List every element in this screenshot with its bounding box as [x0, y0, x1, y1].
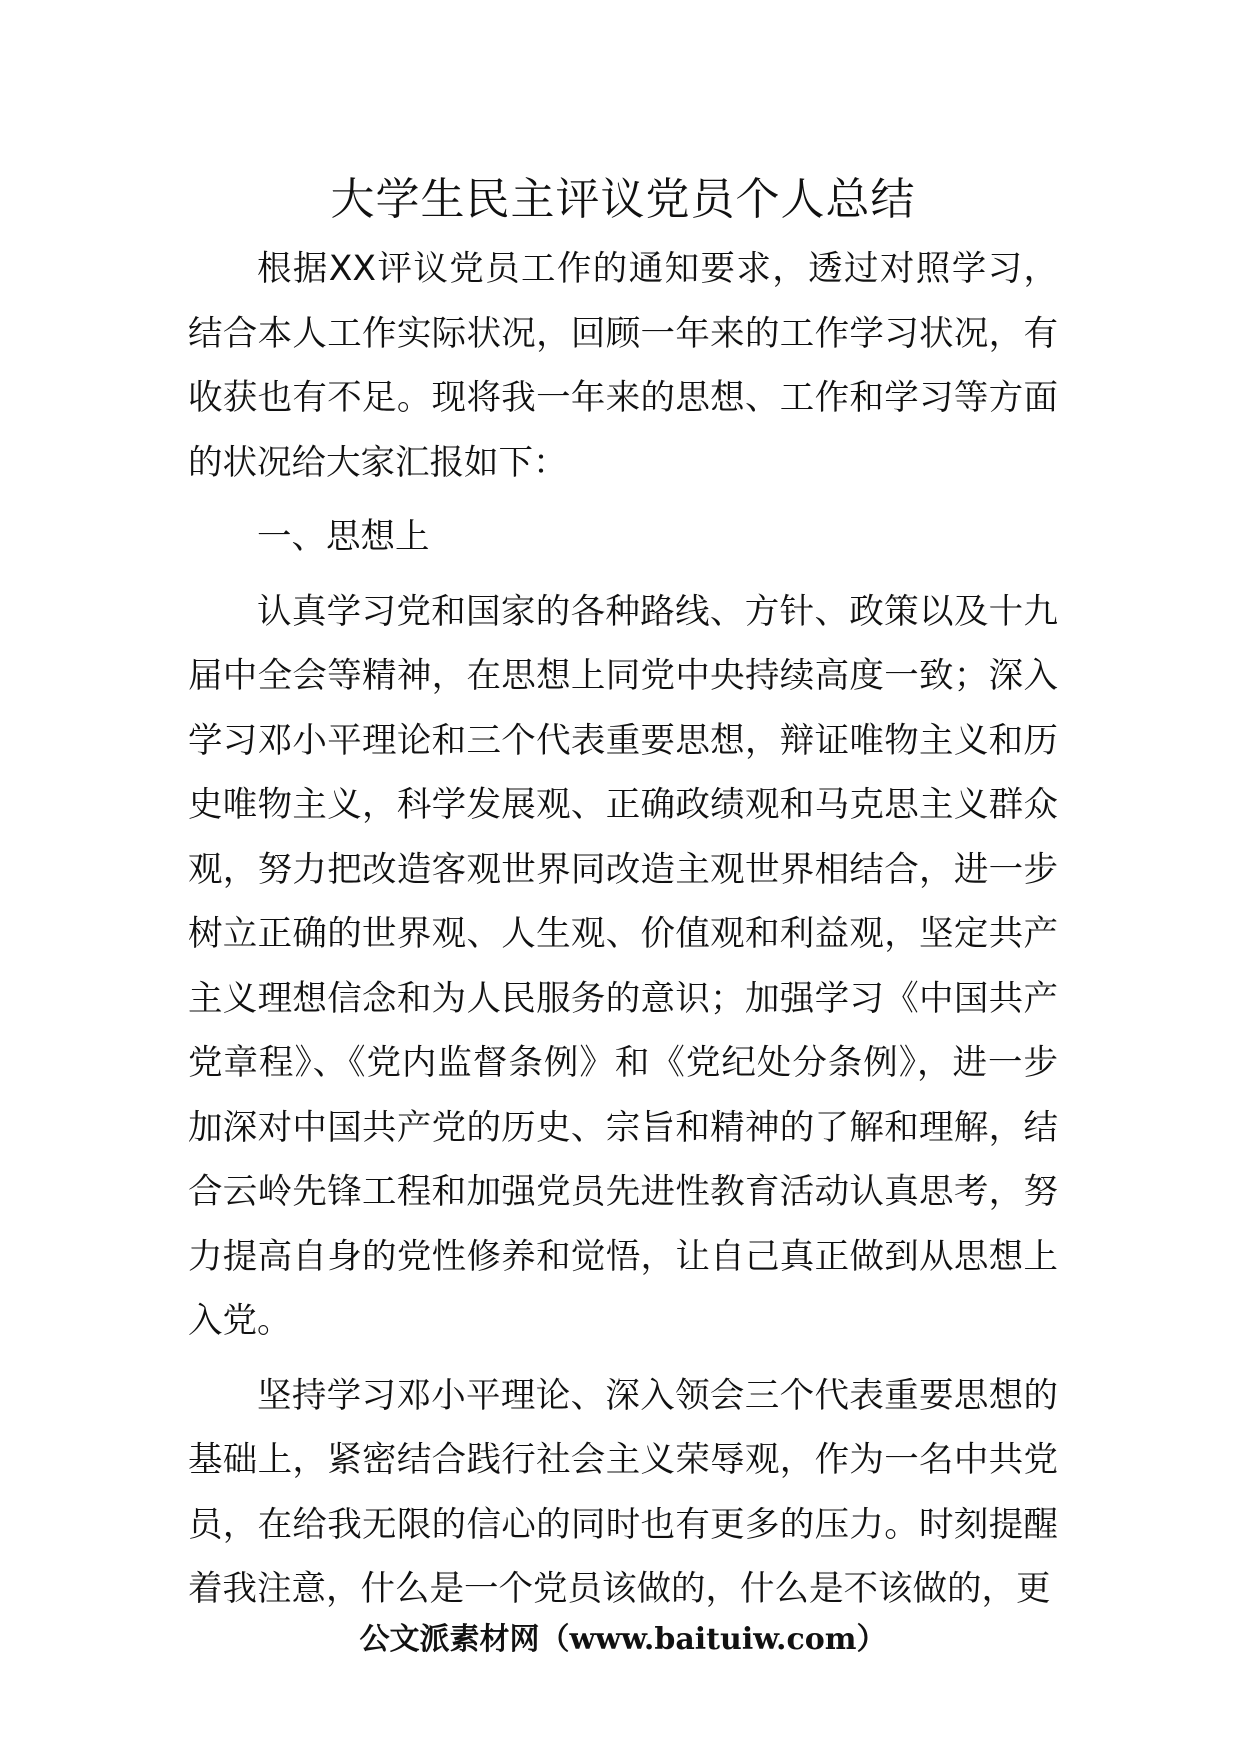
document-body [188, 237, 1058, 1622]
document-title: 大学生民主评议党员个人总结 [330, 174, 916, 225]
paragraph-intro: 根据XX评议党员工作的通知要求，透过对照学习，结合本人工作实际状况，回顾一年来的工作学习状况，有收获也有不足。现将我一年来的思想、工作和学习等方面的状况给大家汇报如下： [188, 249, 1058, 483]
paragraph-persist-study: 坚持学习邓小平理论、深入领会三个代表重要思想的基础上，紧密结合践行社会主义荣辱观，作为一名中共党员，在给我无限的信心的同时也有更多的压力。时刻提醒着我注意，什么是一个党员该做的，什么是不该做的，更 [188, 1375, 1058, 1609]
footer-watermark-text: 公文派素材网（www.baituiw.com） [359, 1622, 887, 1657]
paragraph-thought-study: 认真学习党和国家的各种路线、方针、政策以及十九届中全会等精神，在思想上同党中央持续高度一致；深入学习邓小平理论和三个代表重要思想，辩证唯物主义和历史唯物主义，科学发展观、正确政绩观和马克思主义群众观，努力把改造客观世界同改造主观世界相结合，进一步树立正确的世界观、人生观、价值观和利益观，坚定共产主义理想信念和为人民服务的意识；加强学习《中国共产党章程》、《党内监督条例》和《党纪处分条例》，进一步加深对中国共产党的历史、宗旨和精神的了解和理解，结合云岭先锋工程和加强党员先进性教育活动认真思考，努力提高自身的党性修养和觉悟，让自己真正做到从思想上入党。 [188, 591, 1058, 1341]
section-heading-thought: 一、思想上 [257, 517, 430, 557]
